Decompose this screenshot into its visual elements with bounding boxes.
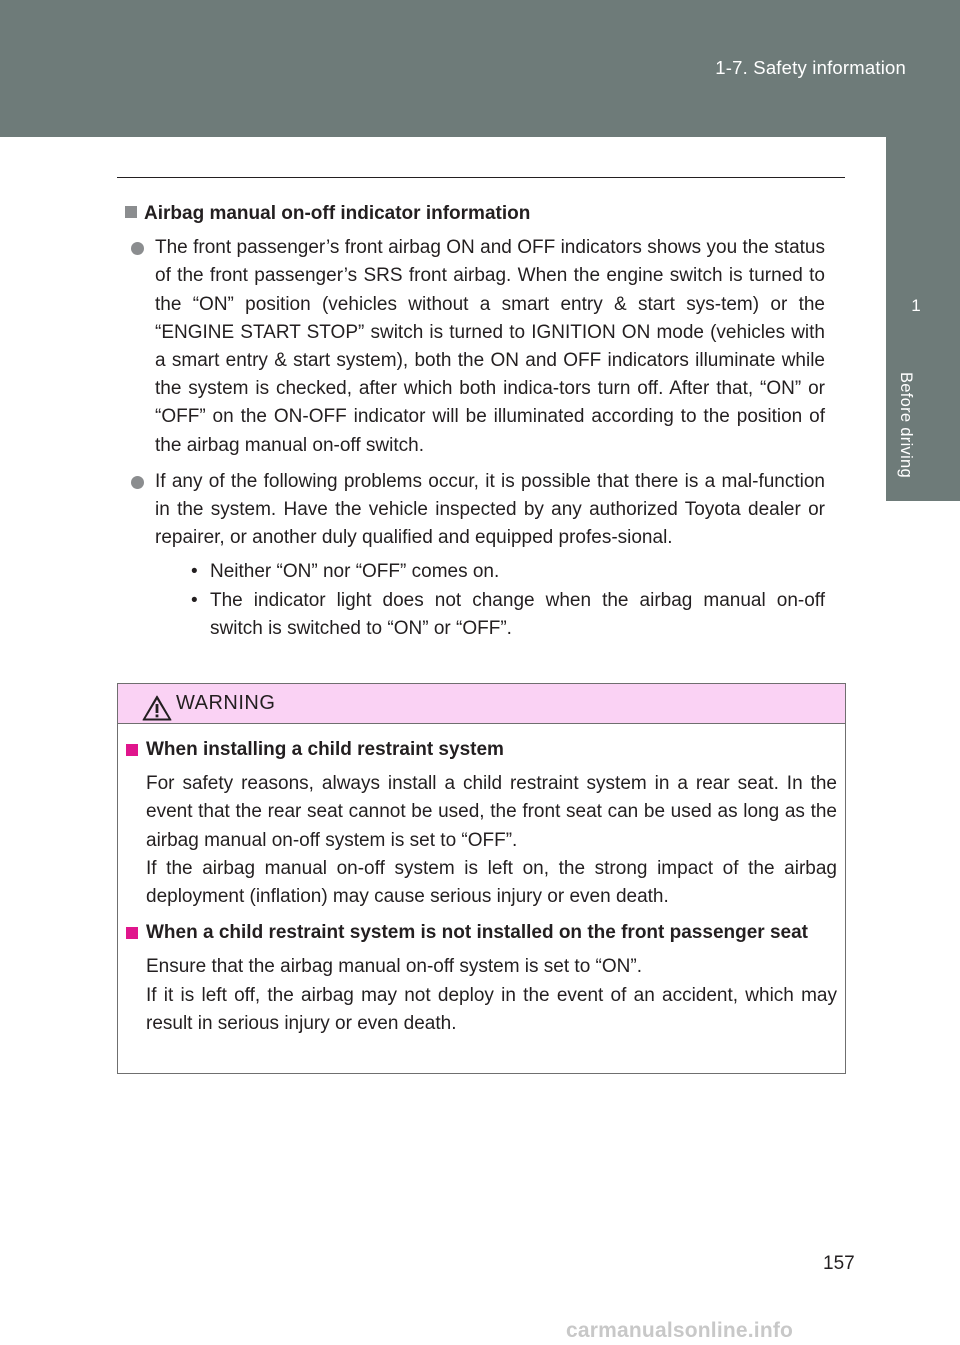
bullet-item bbox=[127, 234, 825, 460]
warning-section-title-text: When a child restraint system is not installed on the front passenger seat bbox=[146, 922, 808, 944]
watermark: carmanualsonline.info bbox=[566, 1319, 794, 1342]
list-item-text: The indicator light does not change when the airbag manual on-off switch is switched to “ON” or “OFF”. bbox=[210, 589, 825, 639]
section-heading-text: Airbag manual on-off indicator information bbox=[144, 203, 531, 224]
bullet-dot-icon: • bbox=[191, 589, 198, 611]
magenta-square-icon bbox=[126, 744, 138, 756]
warning-section-title bbox=[126, 736, 837, 764]
warning-box bbox=[117, 683, 846, 1074]
warning-paragraph: Ensure that the airbag manual on-off system is set to “ON”. bbox=[146, 956, 642, 978]
top-rule bbox=[117, 177, 845, 178]
list-item bbox=[185, 558, 825, 586]
gray-circle-icon bbox=[131, 476, 144, 489]
warning-section bbox=[126, 736, 837, 911]
section-title: 1-7. Safety information bbox=[715, 57, 906, 78]
magenta-square-icon bbox=[126, 927, 138, 939]
main-content bbox=[125, 200, 825, 651]
bullet-dot-icon: • bbox=[191, 561, 198, 583]
warning-paragraph: For safety reasons, always install a child restraint system in a rear seat. In the event that the rear seat cannot be used, the front seat can be used as long as the airbag manual on-off system is set to “OFF”. bbox=[146, 773, 837, 851]
chapter-label: Before driving bbox=[897, 372, 915, 479]
warning-paragraph: If it is left off, the airbag may not deploy in the event of an accident, which may result in serious injury or even death. bbox=[146, 984, 837, 1034]
warning-label: WARNING bbox=[176, 692, 276, 714]
bullet-item bbox=[127, 468, 825, 643]
bullet-text: The front passenger’s front airbag ON and OFF indicators shows you the status of the front passenger’s SRS front airbag. When the engine switch is turned to the “ON” position (vehicles without a smart entry & start sys-tem) or the “ENGINE START STOP” switch is turned to IGNITION ON mode (vehicles with a smart entry & start system), both the ON and OFF indicators illuminate while the system is checked, after which both indica-tors turn off. After that, “ON” or “OFF” on the ON-OFF indicator will be illuminated according to the position of the airbag manual on-off switch. bbox=[155, 237, 825, 456]
chapter-number: 1 bbox=[911, 296, 921, 315]
warning-section bbox=[126, 919, 837, 1038]
warning-triangle-icon bbox=[142, 695, 172, 721]
warning-body bbox=[126, 736, 837, 1046]
warning-paragraph: If the airbag manual on-off system is left on, the strong impact of the airbag deployment (inflation) may cause serious injury or even death. bbox=[146, 857, 837, 908]
warning-header bbox=[118, 684, 845, 724]
gray-square-icon bbox=[125, 206, 137, 218]
section-heading bbox=[125, 200, 825, 228]
bullet-text: If any of the following problems occur, it is possible that there is a mal-function in the system. Have the vehicle inspected by any authorized Toyota dealer or repairer, or another duly qualified and equipped profes-sional. bbox=[155, 470, 825, 549]
list-item-text: Neither “ON” nor “OFF” comes on. bbox=[210, 561, 500, 583]
header-bar bbox=[0, 0, 960, 137]
list-item bbox=[185, 587, 825, 643]
page-number: 157 bbox=[823, 1253, 855, 1274]
warning-section-title-text: When installing a child restraint system bbox=[146, 739, 504, 760]
warning-section-title bbox=[126, 919, 837, 947]
problem-list bbox=[127, 558, 825, 643]
gray-circle-icon bbox=[131, 242, 144, 255]
